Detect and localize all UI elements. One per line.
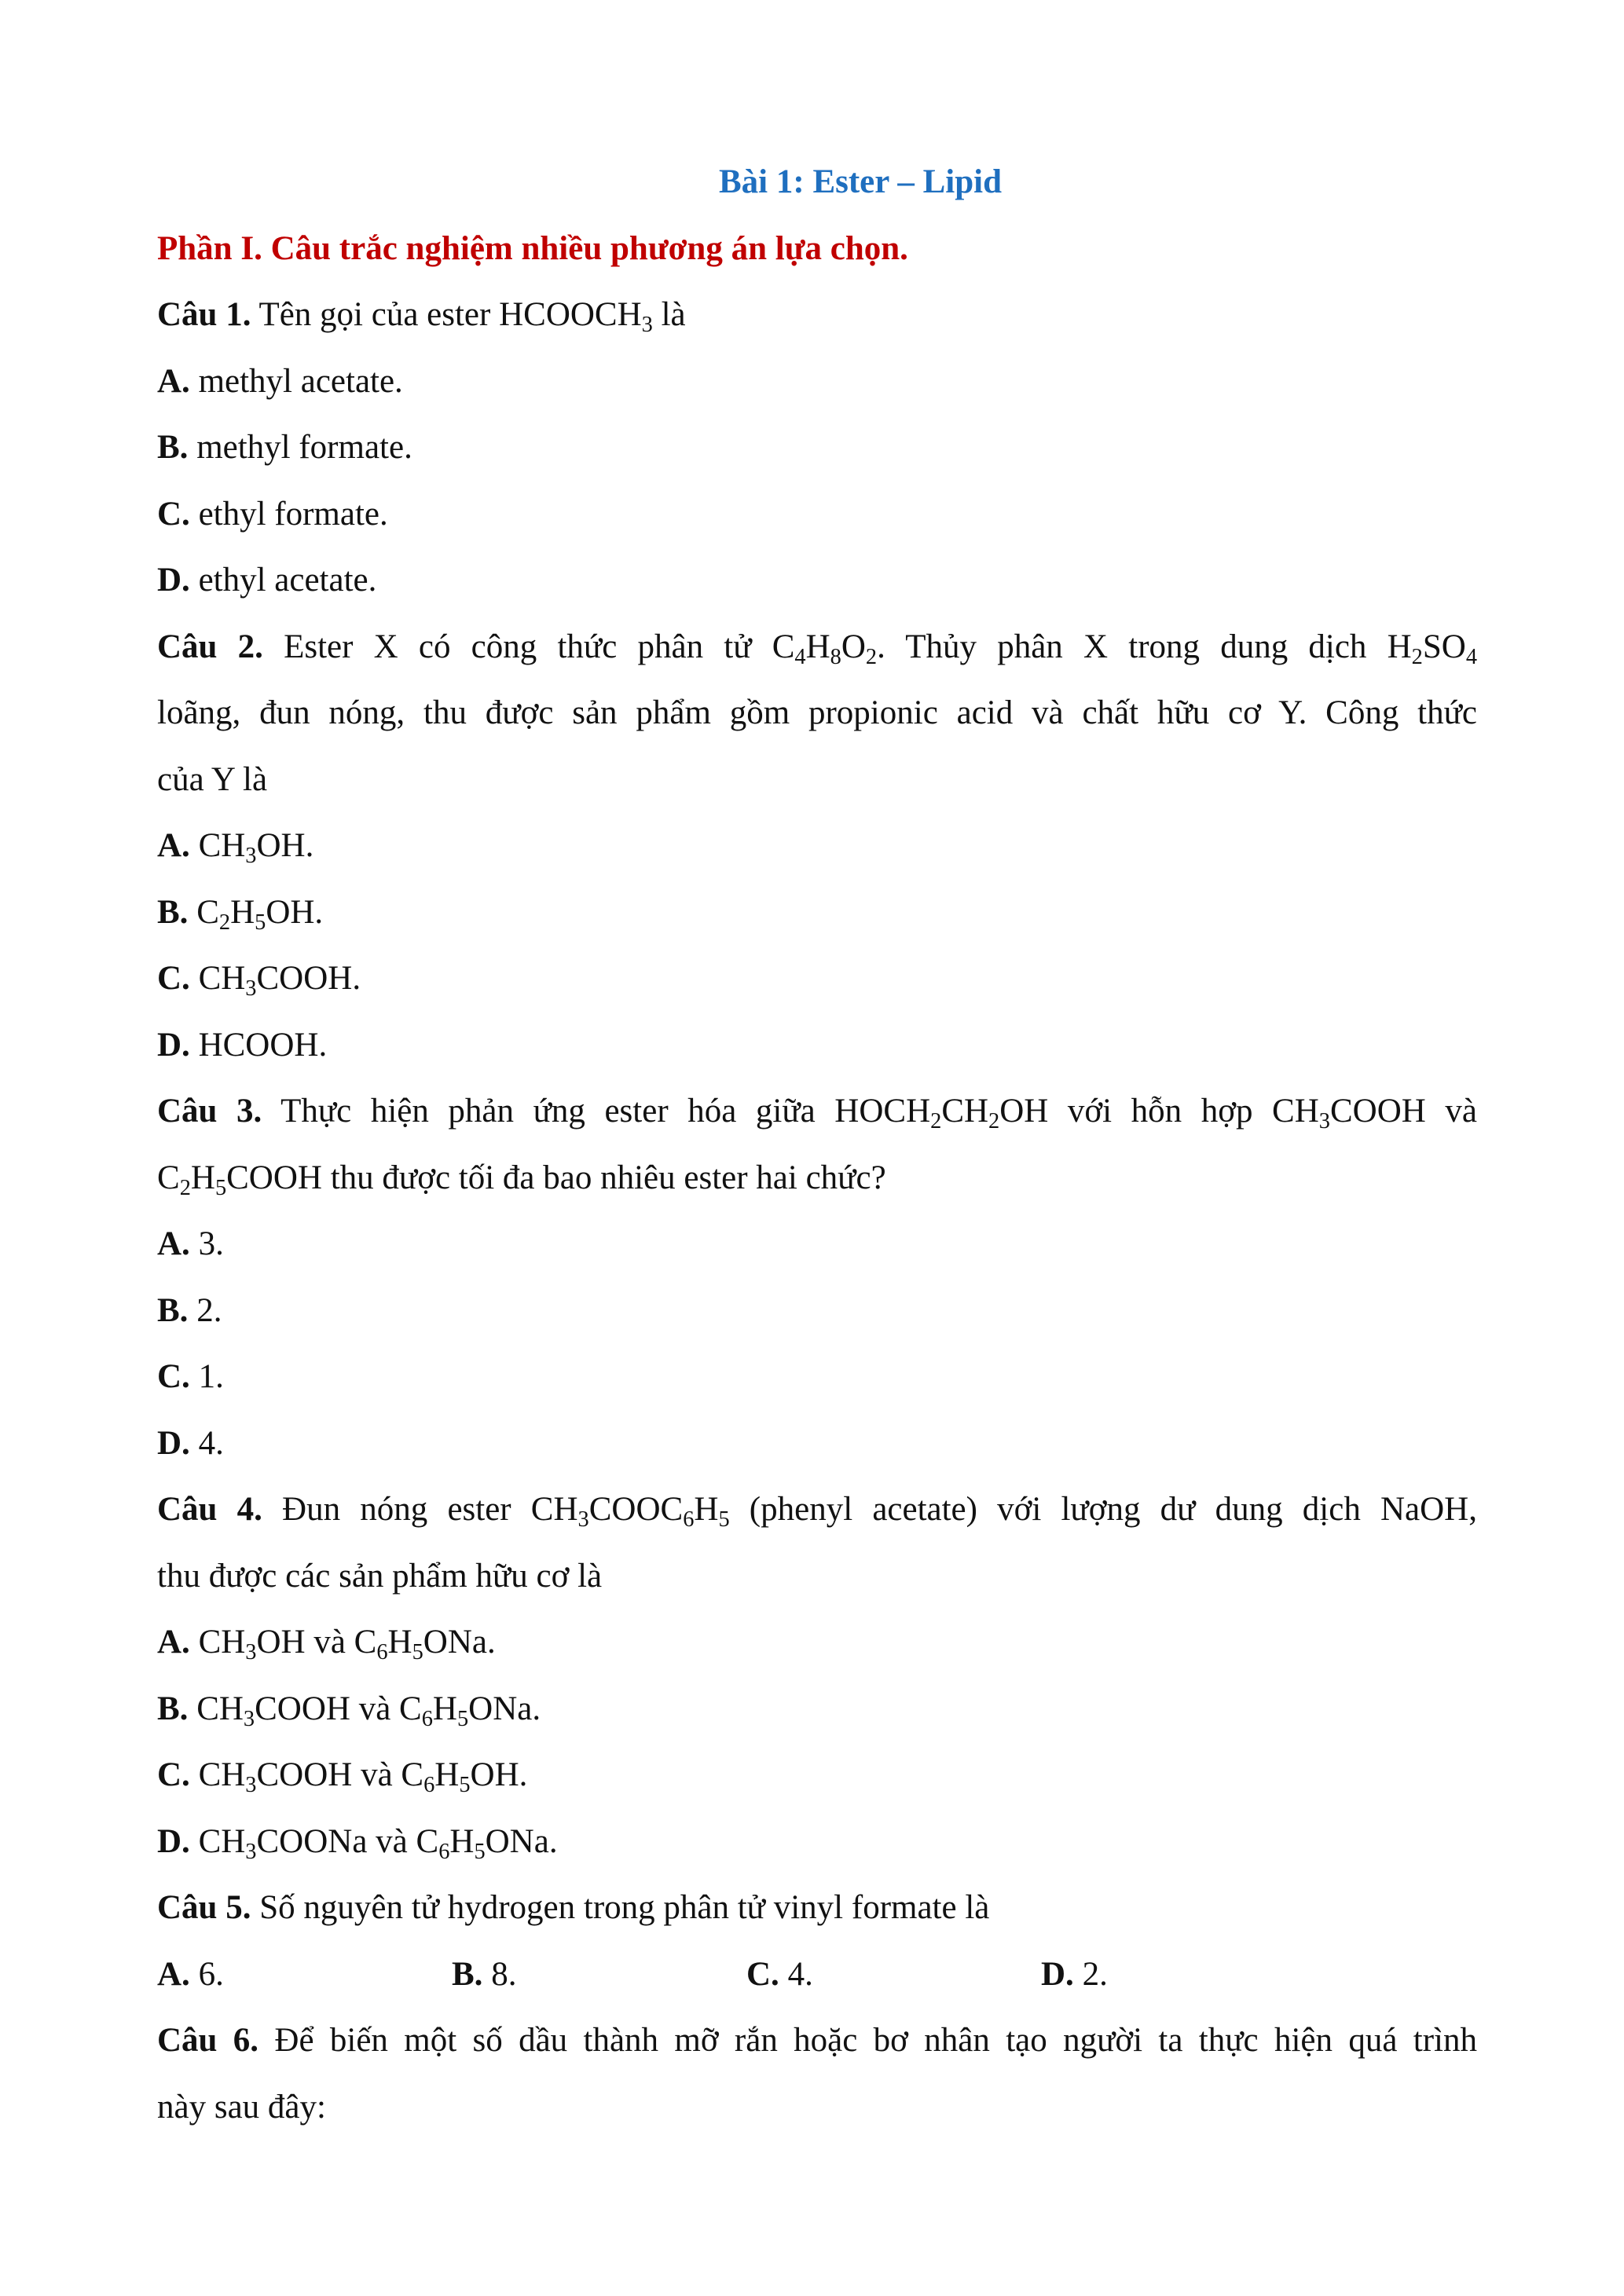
question-2-line-3: của Y là: [157, 760, 268, 798]
option-d: D. ethyl acetate.: [157, 562, 377, 599]
option-b: B. 8.: [452, 1955, 517, 1993]
section-heading: Phần I. Câu trắc nghiệm nhiều phương án lựa chọn.: [157, 229, 908, 267]
question-5-options: [157, 1942, 1477, 2009]
option-a: A. 6.: [157, 1955, 224, 1993]
question-6: Câu 6. Để biến một số dầu thành mỡ rắn hoặc bơ nhân tạo người ta thực hiện quá trình: [157, 2022, 1477, 2059]
option-d: D. 2.: [1041, 1955, 1108, 1993]
option-c: C. 1.: [157, 1358, 224, 1395]
question-label: Câu 1.: [157, 296, 251, 333]
question-5: Câu 5. Số nguyên tử hydrogen trong phân tử vinyl formate là: [157, 1889, 990, 1926]
option-b: B. $C_2H_5OH$.: [157, 893, 324, 935]
question-1: Câu 1. Tên gọi của ester $HCOOCH_3$ là: [157, 296, 686, 337]
question-label: Câu 6.: [157, 2022, 259, 2059]
question-label: Câu 5.: [157, 1889, 251, 1926]
question-2-line-2: loãng, đun nóng, thu được sản phẩm gồm propionic acid và chất hữu cơ Y. Công thức: [157, 694, 1477, 731]
question-6-line-2: này sau đây:: [157, 2088, 326, 2126]
option-b: B. methyl formate.: [157, 429, 412, 466]
option-c: C. 4.: [746, 1955, 813, 1993]
option-a: A. methyl acetate.: [157, 362, 403, 400]
option-d: D. HCOOH.: [157, 1026, 328, 1064]
option-d: D. $CH_3COONa$ và $C_6H_5ONa$.: [157, 1822, 558, 1864]
option-a: A. $CH_3OH$.: [157, 827, 314, 868]
question-2: Câu 2. Ester X có công thức phân tử $C_4H_8O_2$. Thủy phân X trong dung dịch $H_2SO_4$: [157, 628, 1478, 669]
question-4-line-2: thu được các sản phẩm hữu cơ là: [157, 1557, 603, 1595]
question-label: Câu 4.: [157, 1491, 262, 1528]
question-3: Câu 3. Thực hiện phản ứng ester hóa giữa $HOCH_2CH_2OH$ với hỗn hợp $CH_3COOH$ và: [157, 1093, 1477, 1133]
option-c: C. $CH_3COOH$ và $C_6H_5OH$.: [157, 1756, 528, 1797]
question-label: Câu 3.: [157, 1093, 262, 1130]
question-4: Câu 4. Đun nóng ester $CH_3COOC_6H_5$ (phenyl acetate) với lượng dư dung dịch NaOH,: [157, 1491, 1477, 1532]
option-b: B. 2.: [157, 1291, 222, 1329]
option-c: C. ethyl formate.: [157, 495, 388, 533]
option-a: A. 3.: [157, 1225, 224, 1262]
document-page: [157, 149, 1477, 2140]
option-c: C. $CH_3COOH$.: [157, 960, 361, 1001]
question-label: Câu 2.: [157, 628, 263, 665]
page-title: Bài 1: Ester – Lipid: [719, 163, 1002, 200]
option-a: A. $CH_3OH$ và $C_6H_5ONa$.: [157, 1624, 496, 1664]
question-3-line-2: $C_2H_5COOH$ thu được tối đa bao nhiêu ester hai chức?: [157, 1159, 886, 1200]
option-d: D. 4.: [157, 1424, 224, 1462]
option-b: B. $CH_3COOH$ và $C_6H_5ONa$.: [157, 1690, 541, 1731]
